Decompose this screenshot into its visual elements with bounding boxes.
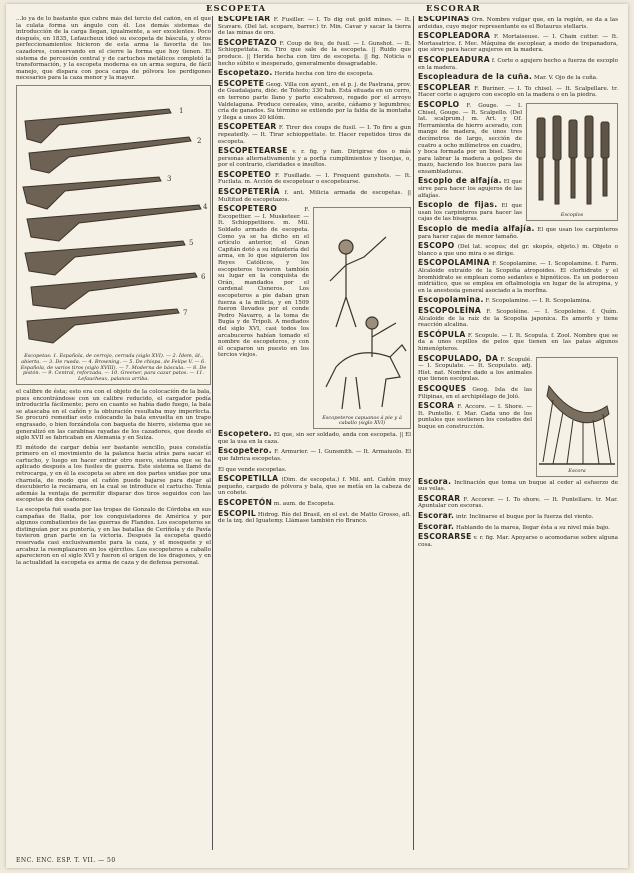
headword: ESCOPLEAR: [418, 82, 471, 92]
column-1-paragraph-3: La escopeta fué usada por las tropas de Gonzalo de Córdoba en sus campañas de Italia, por los conquistadores de América y por algunos combatientes de las guerras de Flandes. Los escopeteros se distinguían por su puntería, y en las batallas de Ceriñola y de Pavía tuvieron gran parte en la victoria. Después la escopeta quedó reservada casi exclusivamente para la caza, y el mosquete y el arcabuz la reemplazaron en los ejércitos. Los escopeteros a caballo aparecieron en el siglo XVI y fueron el origen de los dragones, y en la actualidad la escopeta es arma de caza y de defensa personal.: [16, 507, 211, 566]
definition: Orn. Nombre vulgar que, en la región, se da a las ardeidas, cuyo mejor representante es el Botaurus stellaris.: [418, 17, 618, 30]
entry-escoplo-media: [418, 226, 618, 240]
definition: f. Corte o agujero hecho a fuerza de escoplo en la madera.: [418, 57, 618, 71]
headword: ESCOPLEADORA: [418, 31, 491, 41]
definition: Inclinación que toma un buque al ceder al esfuerzo de sus velas.: [418, 479, 618, 493]
headword: Escorar.: [418, 510, 455, 520]
definition: Geog. Isla de las Filipinas, en el archipiélago de Joló.: [418, 386, 532, 400]
definition: F. Gouge. — I. Chisel, Gouge. — It. Scalpello. (Del lat. scalprum.) m. Art. y Of. Herramienta de hierro acerado, con mango de madera, de unos tres decímetros de largo, sección de cuatro a ocho milímetros en cuadro, y boca formada por un bisel. Sirve para labrar la madera a golpes de mazo, haciendo los huecos para las ensambladuras.: [418, 102, 523, 175]
definition: F. Scopolamine. — I. Scopolamine. f. Farm. Alcaloide extraído de la Scopolia atropoides. El clorhidrato y el bromhidrato se emplean como sedantes e hipnóticos. Es un poderoso midriático, que se emplea en oftalmología en lugar de la atropina, y en la anestesia general asociado a la morfina.: [418, 261, 618, 294]
definition: v. r. fig. y fam. Dirigirse dos o más personas alternativamente y a porfía cumplimientos y lisonjas, o, por el contrario, claridades e insultos.: [218, 149, 411, 169]
dictionary-page: [6, 4, 628, 868]
headword: ESCOPLO: [418, 99, 460, 109]
headword: Escoplo de alfajía.: [418, 176, 502, 186]
headword: ESCOPETEO: [218, 169, 271, 179]
headword: ESCOPOLAMINA: [418, 258, 490, 268]
entry-escorarse: [418, 534, 618, 548]
entry-escopetero-4: [218, 466, 411, 474]
svg-text:4: 4: [202, 202, 207, 211]
headword: ESCORARSE: [418, 532, 472, 542]
shored-ship-illustration: [539, 366, 615, 468]
entry-escopeton: [218, 500, 411, 508]
entry-escopleadura: [418, 54, 618, 71]
entry-escopetilla: [218, 476, 411, 497]
shotguns-illustration: [19, 91, 209, 353]
svg-text:1: 1: [178, 106, 183, 115]
svg-text:7: 7: [182, 308, 187, 317]
definition: F. Accore. — I. Shore. — It. Puntello. f. Mar. Cada uno de los puntales que sostienen los costados del buque en construcción.: [418, 404, 532, 430]
headword: ESCOPETERÍA: [218, 187, 280, 197]
entry-escoplear: [418, 82, 618, 99]
headword: Escopleadura de la cuña.: [418, 72, 533, 82]
entry-escopetazo: [218, 37, 411, 67]
entry-escopolamina: [418, 260, 618, 294]
entry-escopetero-2: [218, 431, 411, 445]
definition: F. Scopolamine. — I. It. Scopolamina.: [485, 298, 592, 305]
entry-escopetear: [218, 124, 411, 145]
page-footer: ENC. ENC. ESP. T. VII. — 50: [16, 857, 116, 864]
definition: v. r. fig. Mar. Apoyarse o acomodarse sobre alguna cosa.: [418, 535, 618, 548]
definition: Mar. V. Ojo de la cuña.: [534, 75, 598, 82]
entry-escopinas: [418, 16, 618, 30]
headword: ESCORA: [418, 401, 455, 411]
definition: F. Buriner. — I. To chisel. — It. Scalpellare. tr. Hacer corte o agujero con escoplo en la madera o en la piedra.: [418, 85, 618, 99]
headword: ESCOPETEAR: [218, 122, 277, 132]
chisels-illustration: [529, 112, 615, 212]
musketeers-caption: Escopeteros capuanos á pie y á caballo (siglo XVI): [322, 414, 402, 427]
headword: ESCOPULADO, DA: [418, 353, 499, 363]
musketeers-figure: [313, 207, 411, 429]
definition: intr. Inclinarse el buque por la fuerza del viento.: [456, 513, 594, 520]
running-head-right: ESCORAR: [426, 4, 481, 14]
headword: Escoplo de fijas.: [418, 200, 498, 210]
entry-escopolamina-2: [418, 297, 618, 305]
headword: ESCOPLEADURA: [418, 54, 490, 64]
definition: Hidrog. Río del Brasil, en el est. de Matto Grosso, afl. de la izq. del Iguatemy. Llámase también río Branco.: [218, 511, 411, 525]
definition: F. Scopulé. — I. Scopulate. — It. Scopulato. adj. Hist. nat. Nombre dado a los animales que tienen escópulas.: [418, 356, 532, 383]
definition: F. Scopule. — I. It. Scopula. f. Zool. Nombre que se da a unos cepillos de pelos que tienen en las patas algunos himenópteros.: [418, 332, 618, 352]
column-3: [418, 16, 618, 850]
entry-escopula: [418, 329, 618, 353]
headword: ESCOPETAR: [218, 16, 271, 23]
entry-escopleadora: [418, 33, 618, 54]
definition: F. Armurier. — I. Gunsmith. — It. Armaiuolo. El que fabrica escopetas.: [218, 449, 411, 463]
headword: ESCOPETAZO: [218, 37, 277, 47]
chisels-caption: Escoplos: [560, 212, 584, 219]
definition: El que sirve para hacer los agujeros de las alfajías.: [418, 179, 522, 199]
svg-text:5: 5: [188, 238, 193, 247]
headword: ESCOQUES: [418, 383, 467, 393]
shored-ship-figure: [536, 357, 618, 477]
definition: F. Tirer des coups de fusil. — I. To fire a gun repeatedly. — It. Tirar schioppettate. tr. Hacer repetidos tiros de escopeta.: [218, 125, 411, 145]
definition: El que vende escopetas.: [218, 466, 287, 473]
entry-escopete: [218, 78, 411, 122]
definition: El que, sin ser soldado, anda con escopeta. || El que la usa en la caza.: [218, 432, 411, 445]
entry-escopetazo-sub: [218, 70, 411, 78]
column-1-paragraph-2: El método de cargar debía ser bastante sencillo, pues consistía primero en el movimiento de la palanca hacia atrás para sacar el cartucho, y luego en hacer entrar otro nuevo, sistema que se ha aplicado después a los fusiles de guerra. Este sistema se llamó de retrocarga, y en él la escopeta se abre en dos partes unidas por una charnela, de modo que el cañón puede bajarse para dejar al descubierto la recámara, en la cual se introduce el cartucho. Tenía además la ventaja de permitir disparar dos tiros seguidos con las escopetas de dos cañones.: [16, 444, 211, 504]
headword: ESCOPOLEÍNA: [418, 305, 482, 315]
definition: f. ant. Milicia armada de escopetas. || Multitud de escopetazos.: [218, 190, 411, 203]
headword: ESCOPIL: [218, 508, 257, 518]
entry-escopetero-3: [218, 448, 411, 462]
definition: m. aum. de Escopeta.: [273, 501, 335, 507]
headword: Escora.: [418, 476, 452, 486]
definition: El que usan los carpinteros para hacer las cajas de las bisagras.: [418, 203, 522, 223]
headword: Escopetero.: [218, 429, 272, 439]
definition: F. Fusillade. — I. Frequent gunshots. — It. Fucilata. m. Acción de escopetear o escopetearse.: [218, 172, 411, 186]
headword: ESCOPETE: [218, 78, 265, 88]
column-1-top-text: ...lo ya de lo bastante que cubre más del tercio del cañón, en el que la culata forma un ángulo con él. Los demás sistemas de introducción de la carga llegan, igualmente, a ser excelentes. Poco después, en 1835, Lefaucheux ideó su escopeta de báscula, y otros perfeccionamientos hicieron de esta arma la favorita de los cazadores, conservando en el cierre la forma que hoy tienen. El sistema de percusión central y de cartuchos metálicos completó la transformación, y la escopeta moderna es un arma segura, de fácil manejo, que dispara con poca carga de pólvora los perdigones necesarios para la caza menor y la mayor.: [16, 16, 211, 82]
musketeers-illustration: [316, 227, 408, 415]
entry-escopo: [418, 243, 618, 257]
entry-escopleadura-cuna: [418, 74, 618, 82]
entry-escorar: [418, 493, 618, 510]
headword: ESCOPETERO: [218, 204, 278, 214]
headword: ESCOPETÓN: [218, 498, 273, 507]
entry-escopeteo: [218, 169, 411, 186]
column-rule-1: [212, 16, 213, 850]
definition: F. Coup de feu, de fusil. — I. Gunshot. — It. Schioppettata. m. Tiro que sale de la escopeta. || Ruido que produce. || Herida hecha con tiro de escopeta. || fig. Noticia o hecho súbito e inesperado, generalmente desagradable.: [218, 40, 411, 67]
entry-escorar-3: [418, 521, 618, 532]
column-1-paragraph-1: el calibre de ésta; esto era con el objeto de la colocación de la bala, pues encontrándose con un calibre reducido, el cargador podía introducirla fácilmente; pero en cuanto se había dado fuego, la bala se atascaba en el cañón y la obturación resultaba muy imperfecta. Se procuró remediar esto colocando la bala envuelta en un trapo engrasado, o bien forzándola con baqueta de hierro, sistema que se generalizó en las carabinas rayadas de los cazadores, que desde el siglo XVII se fabricaban en Alemania y en Suiza.: [16, 388, 211, 442]
headword: ESCOPINAS: [418, 16, 470, 23]
headword: ESCOPETEARSE: [218, 146, 288, 156]
headword: Escorar.: [418, 521, 455, 531]
svg-text:6: 6: [200, 272, 205, 281]
column-2: [218, 16, 411, 850]
headword: ESCÓPULA: [418, 329, 466, 339]
definition: (Dim. de escopeta.) f. Mil. ant. Cañón muy pequeño, cargado de pólvora y bala, que se metía en la cabeza de un cohete.: [218, 477, 411, 497]
entry-escopeteria: [218, 189, 411, 203]
shotguns-figure: [16, 85, 211, 385]
column-1: [16, 16, 211, 850]
definition: F. Fusiller. — I. To dig out gold mines. — It. Scavare. (Del lat. scopare, barrer.) tr. Min. Cavar y sacar la tierra de las minas de oro.: [218, 17, 411, 37]
headword: Escoplo de media alfajía.: [418, 224, 535, 234]
svg-text:3: 3: [166, 174, 171, 183]
definition: Herida hecha con tiro de escopeta.: [274, 71, 374, 78]
definition: F. Accorer. — I. To shore. — It. Puntellare. tr. Mar. Apuntalar con escoras.: [418, 496, 618, 510]
headword: ESCOPO: [418, 241, 455, 251]
entry-escorar-2: [418, 510, 618, 521]
entry-escopil: [218, 508, 411, 525]
headword: Escopolamina.: [418, 295, 484, 305]
headword: Escopetero.: [218, 446, 272, 456]
headword: ESCOPETILLA: [218, 474, 279, 484]
definition: Hablando de la marea, llegar ésta a su nivel más bajo.: [456, 524, 610, 531]
running-head-left: ESCOPETA: [206, 4, 267, 14]
entry-escopetearse: [218, 148, 411, 169]
definition: (Del lat. scopus; del gr. skopós, objeto.) m. Objeto o blanco a que uno mira o se dirige.: [418, 244, 618, 257]
entry-escopetar: [218, 16, 411, 37]
definition: F. Scopoléine. — I. Scopoleine. f. Quím. Alcaloide de la raíz de la Scopolia japonica. Es amorfo y tiene reacción alcalina.: [418, 308, 618, 329]
definition: F. Escopettier. — I. Musketeer. — It. Schioppettiere. m. Mil. Soldado armado de escopeta. Como ya se ha dicho en el artículo anterior, el Gran Capitán dotó a su infantería del arma, en lo que siguieron los Reyes Católicos, y los escopeteros tuvieron también su lugar en la conquista de Orán, mandados por el cardenal Cisneros. Los escopeteros a pie daban gran fuerza a la milicia, y en 1509 fueron llevados por el conde Pedro Navarro, a la toma de Bugía y de Trípoli. A mediados del siglo XVI, casi todos los arcabuceros habían tomado el nombre de escopeteros, y con él ocuparon un puesto en los tercios viejos.: [218, 207, 309, 359]
headword: ESCORAR: [418, 493, 461, 503]
shotguns-caption: Escopetas: 1. Española, de cerrojo, cerrada (siglo XVI). — 2. Ídem, íd., abierta. — 3. De rueda. — 4. Browning. — 5. De chispa, de Felipe V. — 6. Española, de varios tiros (siglo XVIII). — 7. Moderna de báscula. — 8. De pistón. — 9. Central, reforzada. — 10. Greener, para cazar patos. — 11. Lefaucheux, palanca arriba.: [20, 352, 207, 383]
entry-escora-2: [418, 476, 618, 493]
chisels-figure: [526, 103, 618, 221]
headword: Escopetazo.: [218, 68, 273, 78]
definition: El que usan los carpinteros para hacer cajas de menor tamaño.: [418, 227, 618, 240]
column-rule-2: [413, 16, 414, 850]
shored-ship-caption: Escora: [568, 467, 586, 474]
definition: F. Mortaiseuse. — I. Chain cutter. — It. Mortasatrice. f. Mec. Máquina de escoplear, a modo de trepanadora, que sirve para hacer agujeros en la madera.: [418, 34, 618, 54]
entry-escopoleina: [418, 305, 618, 329]
svg-text:2: 2: [196, 136, 201, 145]
definition: Geog. Villa con ayunt., en el p. j. de Pastrana, prov. de Guadalajara, dióc. de Toledo; 330 hab. Está situada en un cerro, en terreno parte llano y parte escabroso, regado por el arroyo Valdelaguna. Produce cereales, vino, aceite, cáñamo y legumbres; cría de ganados. Su término se extiende por la falda de la montaña y llega a unos 20 kilóm.: [218, 81, 411, 121]
